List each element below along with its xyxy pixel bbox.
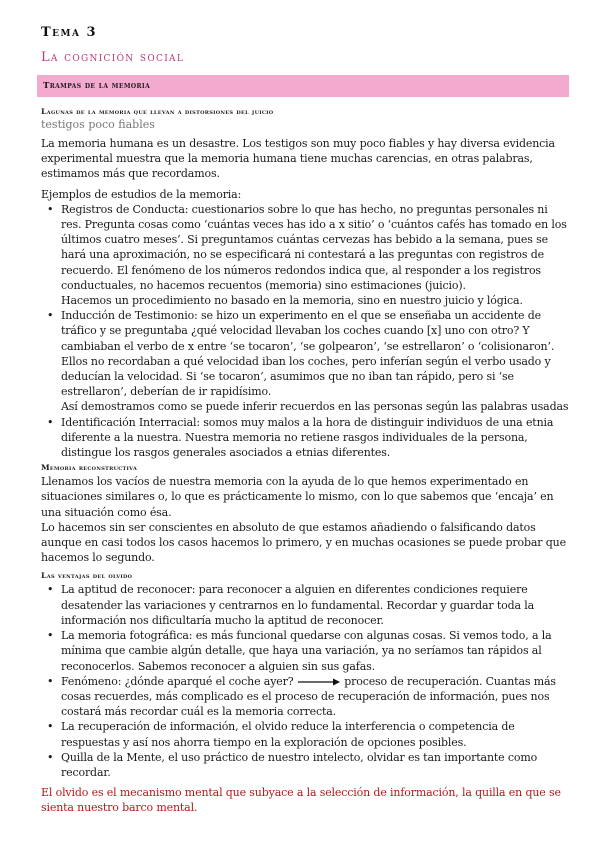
list-item [47, 628, 569, 674]
subheading-testigos: testigos poco fiables [41, 118, 155, 131]
heading-memoria-reconstructiva: Memoria reconstructiva [41, 463, 138, 473]
list-item [47, 308, 569, 414]
section-band-title: Trampas de la memoria [43, 81, 151, 91]
bullet-icon: • [47, 415, 54, 429]
paragraph-intro: La memoria humana es un desastre. Los testigos son muy poco fiables y hay diversa evidencia experimental muestra que la memoria humana tiene muchas carencias, en otras palabras, estimamos más que recordamos. [41, 137, 555, 181]
bullet-icon: • [47, 309, 54, 323]
list-item [47, 582, 569, 628]
bullet-icon: • [47, 629, 54, 643]
list-item-text: Quilla de la Mente, el uso práctico de nuestro intelecto, olvidar es tan importante como recordar. [61, 750, 538, 779]
chapter-label: Tema 3 [41, 25, 98, 40]
ventajas-list [41, 582, 569, 780]
heading-ventajas-olvido: Las ventajas del olvido [41, 571, 133, 581]
fenomeno-text-a: Fenómeno: ¿dónde aparqué el coche ayer? [61, 674, 294, 688]
list-item-text: La aptitud de reconocer: para reconocer a alguien en diferentes condiciones requiere desatender las variaciones y centrarnos en lo fundamental. Recordar y guardar toda la información nos dificultaría mucho la aptitud de reconocer. [61, 583, 534, 627]
list-item [47, 719, 569, 749]
bullet-icon: • [47, 720, 54, 734]
list-item-text: La recuperación de información, el olvido reduce la interferencia o competencia de respuestas y así nos ahorra tiempo en la exploración de opciones posibles. [61, 720, 515, 749]
list-item-text: Registros de Conducta: cuestionarios sobre lo que has hecho, no preguntas personales ni res. Pregunta cosas como ‘cuántas veces has ido a x sitio’ o ‘cuántos cafés has tomado en los últimos cuatro meses’. Si preguntamos cuántas cervezas has bebido a la semana, pues se hará una aproximación, no se especificará ni contestará a las preguntas con registros de recuerdo. El fenómeno de los números redondos indica que, al responder a los registros conductuales, no hacemos recuentos (memoria) sino estimaciones (juicio). [61, 202, 567, 292]
examples-list [41, 202, 569, 460]
document-page [41, 25, 569, 816]
section-band [37, 75, 569, 97]
bullet-icon: • [47, 583, 54, 597]
list-item [47, 202, 569, 308]
list-item-extra: Hacemos un procedimiento no basado en la memoria, sino en nuestro juicio y lógica. [61, 294, 523, 308]
heading-lagunas: Lagunas de la memoria que llevan a distorsiones del juicio [41, 107, 274, 116]
chapter-title: La cognición social [41, 50, 185, 65]
list-item-extra: Así demostramos como se puede inferir recuerdos en las personas según las palabras usadas [61, 400, 569, 414]
arrow-right-icon [297, 677, 341, 687]
list-item-text: Inducción de Testimonio: se hizo un experimento en el que se enseñaba un accidente de tráfico y se preguntaba ¿qué velocidad llevaban los coches cuando [x] uno con otro? Y cambiaban el verbo de x entre ‘se tocaron’, ‘se golpearon’, ‘se estrellaron’ o ‘colisionaron’. Ellos no recordaban a qué velocidad iban los coches, pero inferían según el verbo usado y deducían la velocidad. Si ‘se tocaron’, asumimos que no iban tan rápido, pero si ‘se estrellaron’, deberían de ir rapidísimo. [61, 309, 555, 399]
list-item [47, 674, 569, 720]
paragraph-reconstructiva-2: Lo hacemos sin ser conscientes en absoluto de que estamos añadiendo o falsificando datos aunque en casi todos los casos hacemos lo primero, y en muchas ocasiones se puede probar que hacemos lo segundo. [41, 520, 566, 565]
bullet-icon: • [47, 750, 54, 764]
fenomeno-text-b: proceso de recuperación. Cuantas más cosas recuerdes, más complicado es el proceso de recuperación de información, pues nos costará más recordar cuál es la memoria correcta. [61, 674, 556, 719]
list-item [47, 750, 569, 780]
list-item-text: Identificación Interracial: somos muy malos a la hora de distinguir individuos de una etnia diferente a la nuestra. Nuestra memoria no retiene rasgos individuales de la persona, distingue los rasgos generales asociados a etnias diferentes. [61, 415, 554, 460]
conclusion-paragraph: El olvido es el mecanismo mental que subyace a la selección de información, la quilla en que se sienta nuestro barco mental. [41, 786, 561, 815]
bullet-icon: • [47, 674, 54, 688]
paragraph-reconstructiva-1: Llenamos los vacíos de nuestra memoria con la ayuda de lo que hemos experimentado en situaciones similares o, lo que es prácticamente lo mismo, con lo que sabemos que ‘encaja’ en una situación como ésa. [41, 475, 554, 519]
list-item-text: La memoria fotográfica: es más funcional quedarse con algunas cosas. Si vemos todo, a la mínima que cambie algún detalle, que haya una variación, ya no seríamos tan rápidos al reconocerlos. Sabemos reconocer a alguien sin sus gafas. [61, 629, 552, 673]
bullet-icon: • [47, 202, 54, 216]
paragraph-examples-intro: Ejemplos de estudios de la memoria: [41, 187, 242, 201]
list-item [47, 415, 569, 461]
